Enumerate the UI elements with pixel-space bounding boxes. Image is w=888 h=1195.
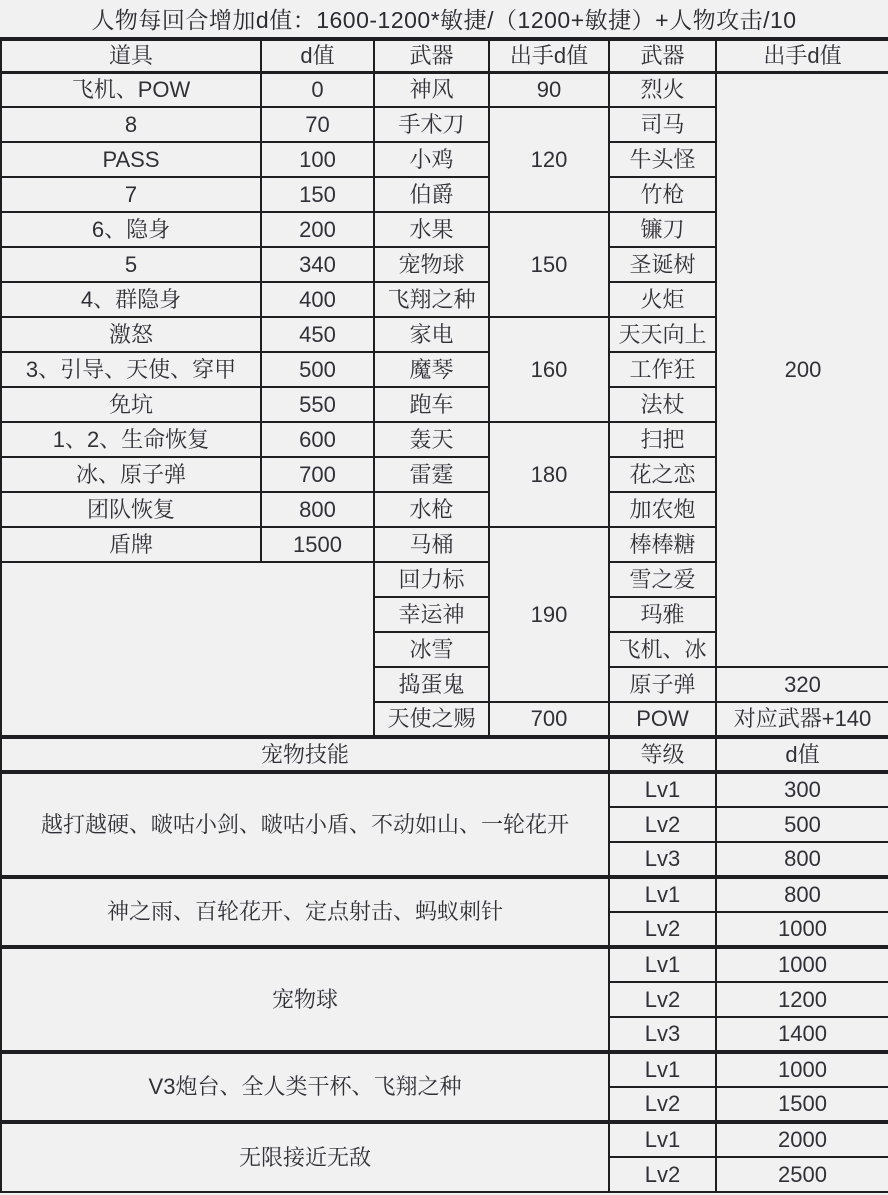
table-cell: 飞翔之种 xyxy=(374,282,489,317)
table-row xyxy=(1,877,888,912)
table-row xyxy=(1,737,888,772)
table-cell: d值 xyxy=(716,737,888,772)
stats-table xyxy=(0,37,888,1193)
table-cell: 550 xyxy=(261,387,374,422)
header-cell: 出手d值 xyxy=(716,39,888,72)
table-cell: 冰、原子弹 xyxy=(1,457,261,492)
table-cell: 魔琴 xyxy=(374,352,489,387)
table-cell: 7 xyxy=(1,177,261,212)
table-cell: 90 xyxy=(489,72,609,107)
table-cell: 小鸡 xyxy=(374,142,489,177)
table-cell: 200 xyxy=(261,212,374,247)
table-cell: 8 xyxy=(1,107,261,142)
table-cell xyxy=(1,562,374,737)
formula-title: 人物每回合增加d值：1600-1200*敏捷/（1200+敏捷）+人物攻击/10 xyxy=(91,7,797,33)
table-cell: 500 xyxy=(261,352,374,387)
table-cell: 1000 xyxy=(716,1052,888,1087)
table-cell: 1000 xyxy=(716,947,888,982)
table-cell: 飞机、冰 xyxy=(609,632,716,667)
table-cell: PASS xyxy=(1,142,261,177)
table-cell: Lv2 xyxy=(609,912,716,947)
table-cell: 0 xyxy=(261,72,374,107)
table-cell: 1200 xyxy=(716,982,888,1017)
table-cell: 原子弹 xyxy=(609,667,716,702)
table-cell: 水果 xyxy=(374,212,489,247)
table-cell: 70 xyxy=(261,107,374,142)
table-cell: Lv2 xyxy=(609,807,716,842)
table-cell: 雪之爱 xyxy=(609,562,716,597)
table-cell: 雷霆 xyxy=(374,457,489,492)
table-cell: 150 xyxy=(261,177,374,212)
table-cell: 越打越硬、啵咕小剑、啵咕小盾、不动如山、一轮花开 xyxy=(1,772,609,877)
table-cell: 宠物球 xyxy=(1,947,609,1052)
table-cell: Lv1 xyxy=(609,947,716,982)
table-cell: 800 xyxy=(716,842,888,877)
table-cell: 激怒 xyxy=(1,317,261,352)
table-cell: V3炮台、全人类干杯、飞翔之种 xyxy=(1,1052,609,1122)
table-cell: 花之恋 xyxy=(609,457,716,492)
table-cell: 1、2、生命恢复 xyxy=(1,422,261,457)
table-row xyxy=(1,1052,888,1087)
table-cell: 400 xyxy=(261,282,374,317)
table-cell: 300 xyxy=(716,772,888,807)
table-cell: Lv1 xyxy=(609,1052,716,1087)
table-cell: 圣诞树 xyxy=(609,247,716,282)
table-cell: 450 xyxy=(261,317,374,352)
table-cell: Lv1 xyxy=(609,1122,716,1157)
table-cell: 跑车 xyxy=(374,387,489,422)
table-cell: 对应武器+140 xyxy=(716,702,888,737)
table-cell: 回力标 xyxy=(374,562,489,597)
table-cell: 幸运神 xyxy=(374,597,489,632)
table-cell: Lv2 xyxy=(609,982,716,1017)
table-cell: Lv2 xyxy=(609,1157,716,1192)
table-cell: 竹枪 xyxy=(609,177,716,212)
table-cell: 轰天 xyxy=(374,422,489,457)
table-cell: 6、隐身 xyxy=(1,212,261,247)
table-cell: 飞机、POW xyxy=(1,72,261,107)
table-cell: 700 xyxy=(261,457,374,492)
table-cell: 烈火 xyxy=(609,72,716,107)
table-row xyxy=(1,772,888,807)
table-cell: 1500 xyxy=(716,1087,888,1122)
table-cell: 神风 xyxy=(374,72,489,107)
table-cell: 340 xyxy=(261,247,374,282)
table-cell: POW xyxy=(609,702,716,737)
table-cell: 神之雨、百轮花开、定点射击、蚂蚁刺针 xyxy=(1,877,609,947)
table-cell: 3、引导、天使、穿甲 xyxy=(1,352,261,387)
header-cell: 武器 xyxy=(374,39,489,72)
table-cell: 800 xyxy=(261,492,374,527)
table-cell: 2000 xyxy=(716,1122,888,1157)
table-cell: 司马 xyxy=(609,107,716,142)
table-row xyxy=(1,947,888,982)
header-cell: d值 xyxy=(261,39,374,72)
table-body xyxy=(1,72,888,1192)
table-cell: 600 xyxy=(261,422,374,457)
table-cell: 1400 xyxy=(716,1017,888,1052)
table-cell: 天使之赐 xyxy=(374,702,489,737)
header-row xyxy=(1,39,888,72)
table-cell: 1500 xyxy=(261,527,374,562)
header-cell: 道具 xyxy=(1,39,261,72)
table-cell: Lv1 xyxy=(609,772,716,807)
table-cell: 扫把 xyxy=(609,422,716,457)
table-cell: 火炬 xyxy=(609,282,716,317)
table-cell: 伯爵 xyxy=(374,177,489,212)
table-cell: 1000 xyxy=(716,912,888,947)
table-cell: 宠物技能 xyxy=(1,737,609,772)
table-cell: 800 xyxy=(716,877,888,912)
table-cell: 水枪 xyxy=(374,492,489,527)
table-cell: 宠物球 xyxy=(374,247,489,282)
table-cell: 加农炮 xyxy=(609,492,716,527)
table-cell: 500 xyxy=(716,807,888,842)
header-cell: 武器 xyxy=(609,39,716,72)
table-cell: 家电 xyxy=(374,317,489,352)
table-row xyxy=(1,1122,888,1157)
table-cell: 团队恢复 xyxy=(1,492,261,527)
table-cell: Lv2 xyxy=(609,1087,716,1122)
table-cell: 天天向上 xyxy=(609,317,716,352)
table-cell: 120 xyxy=(489,107,609,212)
table-cell: 工作狂 xyxy=(609,352,716,387)
table-cell: 玛雅 xyxy=(609,597,716,632)
table-cell: 棒棒糖 xyxy=(609,527,716,562)
table-cell: 法杖 xyxy=(609,387,716,422)
table-cell: 牛头怪 xyxy=(609,142,716,177)
table-cell: 4、群隐身 xyxy=(1,282,261,317)
table-cell: 等级 xyxy=(609,737,716,772)
table-cell: 镰刀 xyxy=(609,212,716,247)
table-cell: 700 xyxy=(489,702,609,737)
table-cell: 180 xyxy=(489,422,609,527)
table-cell: 盾牌 xyxy=(1,527,261,562)
table-cell: 捣蛋鬼 xyxy=(374,667,489,702)
header-cell: 出手d值 xyxy=(489,39,609,72)
table-cell: 200 xyxy=(716,72,888,667)
table-cell: 150 xyxy=(489,212,609,317)
table-cell: 免坑 xyxy=(1,387,261,422)
table-cell: Lv3 xyxy=(609,842,716,877)
table-row xyxy=(1,72,888,107)
table-cell: 手术刀 xyxy=(374,107,489,142)
table-cell: 100 xyxy=(261,142,374,177)
table-cell: 冰雪 xyxy=(374,632,489,667)
table-cell: 无限接近无敌 xyxy=(1,1122,609,1192)
table-cell: 160 xyxy=(489,317,609,422)
table-cell: 2500 xyxy=(716,1157,888,1192)
table-cell: Lv3 xyxy=(609,1017,716,1052)
table-cell: 马桶 xyxy=(374,527,489,562)
table-cell: 5 xyxy=(1,247,261,282)
table-cell: Lv1 xyxy=(609,877,716,912)
table-cell: 190 xyxy=(489,527,609,702)
table-cell: 320 xyxy=(716,667,888,702)
